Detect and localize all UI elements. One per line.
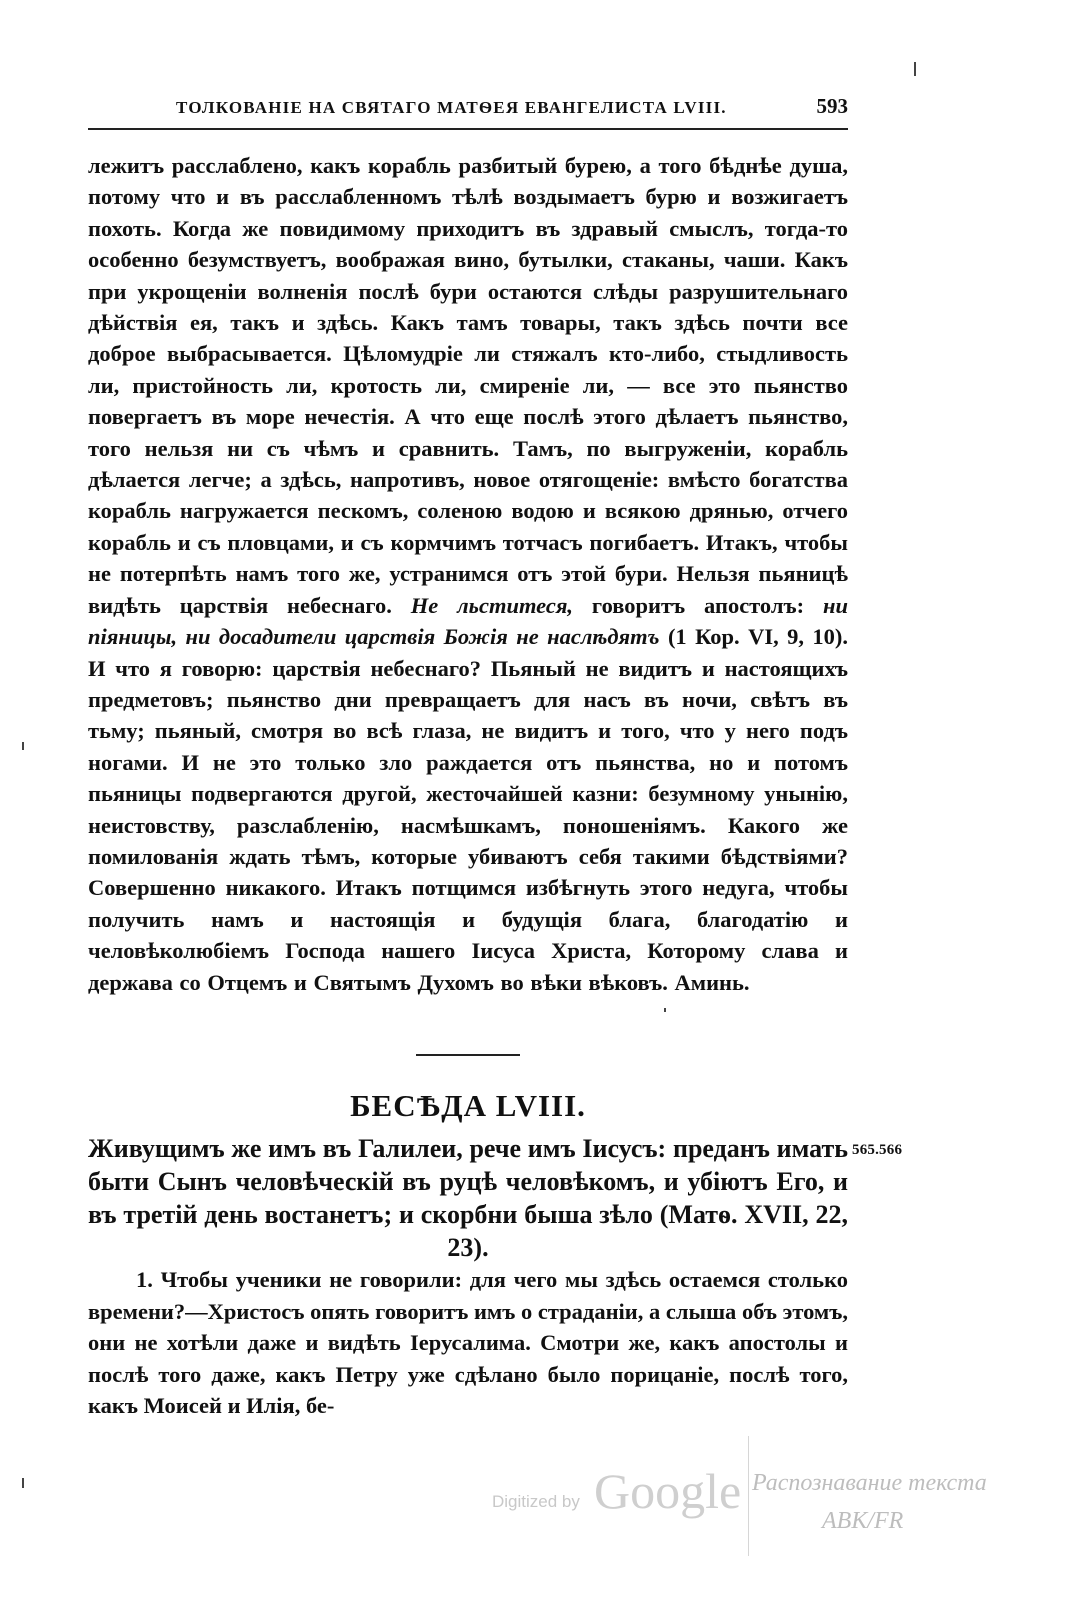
text-segment: (1 Кор. VI, 9, 10). И что я говорю: царствія небеснаго? Пьяный не видитъ и настоящихъ предметовъ; пьянство дни превращаетъ для насъ въ ночи, свѣтъ въ тьму; пьяный, смотря во всѣ глаза, не видитъ и того, что у него подъ ногами. И не это только зло раждается отъ пьянства, но и потомъ пьяницы подвергаются другой, жесточайшей казни: безумному унынію, неистовству, разслабленію, насмѣшкамъ, поношеніямъ. Какого же помилованія ждать тѣмъ, которые убиваютъ себя такими бѣдствіями? Совершенно никакого. Итакъ потщимся избѣгнуть этого недуга, чтобы получить намъ и настоящія и будущія блага, благодатію и человѣколюбіемъ Господа нашего Іисуса Христа, Которому слава и держава со Отцемъ и Святымъ Духомъ во вѣки вѣковъ. Аминь.: [88, 624, 849, 995]
continued-sermon-text: [88, 150, 848, 998]
scan-speck: [664, 1008, 666, 1012]
section-separator: [416, 1054, 520, 1056]
running-title: ТОЛКОВАНІЕ НА СВЯТАГО МАТѲЕЯ ЕВАНГЕЛИСТА LVIII.: [176, 98, 727, 117]
scan-speck: [22, 1478, 24, 1488]
homily-paragraph: 1. Чтобы ученики не говорили: для чего мы здѣсь остаемся столько времени?—Христосъ опять говоритъ имъ о страданіи, а слыша объ этомъ, они не хотѣли даже и видѣть Іерусалима. Смотри же, какъ апостолы и послѣ того даже, какъ Петру уже сдѣлано было порицаніе, послѣ того, какъ Моисей и Илія, бе-: [88, 1267, 848, 1419]
watermark-divider: [748, 1436, 749, 1556]
scripture-quote: Не льститеся,: [410, 592, 574, 618]
recognition-watermark: Распознавание текста: [752, 1470, 987, 1496]
scan-speck: [22, 742, 24, 750]
scripture-quote: ни піяницы, ни досадители царствія Божія не наслѣдятъ: [88, 592, 848, 650]
text-segment: говоритъ апостолъ:: [591, 592, 805, 618]
homily-title: БЕСѢДА LVIII.: [350, 1088, 586, 1123]
text-segment: лежитъ расслаблено, какъ корабль разбитый бурею, а того бѣднѣе душа, потому что и въ расслабленномъ тѣлѣ воздымаетъ бурю и возжигаетъ похоть. Когда же повидимому приходитъ въ здравый смыслъ, тогда-то особенно безумствуетъ, воображая вино, бутылки, стаканы, чаши. Какъ при укрощеніи волненія послѣ бури остаются слѣды разрушительнаго дѣйствія ея, такъ и здѣсь. Какъ тамъ товары, такъ здѣсь почти все доброе выбрасывается. Цѣломудріе ли стяжалъ кто-либо, стыдливость ли, пристойность ли, кротость ли, смиреніе ли, — все это пьянство повергаетъ въ море нечестія. А что еще послѣ этого дѣлаетъ пьянство, того нельзя ни съ чѣмъ и сравнить. Тамъ, по выгруженіи, корабль дѣлается легче; а здѣсь, напротивъ, новое отягощеніе: вмѣсто богатства корабль нагружается пескомъ, соленою водою и всякою дрянью, отчего корабль и съ пловцами, и съ кормчимъ тотчасъ погибаетъ. Итакъ, чтобы не потерпѣть намъ того же, устранимся отъ этой бури. Нельзя пьяницѣ видѣть царствія небеснаго.: [88, 153, 848, 618]
abk-watermark: ABK/FR: [822, 1508, 904, 1534]
margin-reference: 565.566: [852, 1142, 903, 1158]
page-number: 593: [816, 94, 848, 118]
page-header: [88, 92, 848, 130]
google-logo: Google: [594, 1463, 742, 1519]
scan-speck: [914, 62, 916, 76]
homily-epigraph: Живущимъ же имъ въ Галилеи, рече имъ Іисусъ: преданъ имать быти Сынъ человѣческій въ руцѣ человѣкомъ, и убіютъ Его, и въ третій день востанетъ; и скорбни быша зѣло (Матѳ. XVII, 22, 23).: [88, 1134, 848, 1262]
digitized-by-label: Digitized by: [492, 1492, 580, 1511]
